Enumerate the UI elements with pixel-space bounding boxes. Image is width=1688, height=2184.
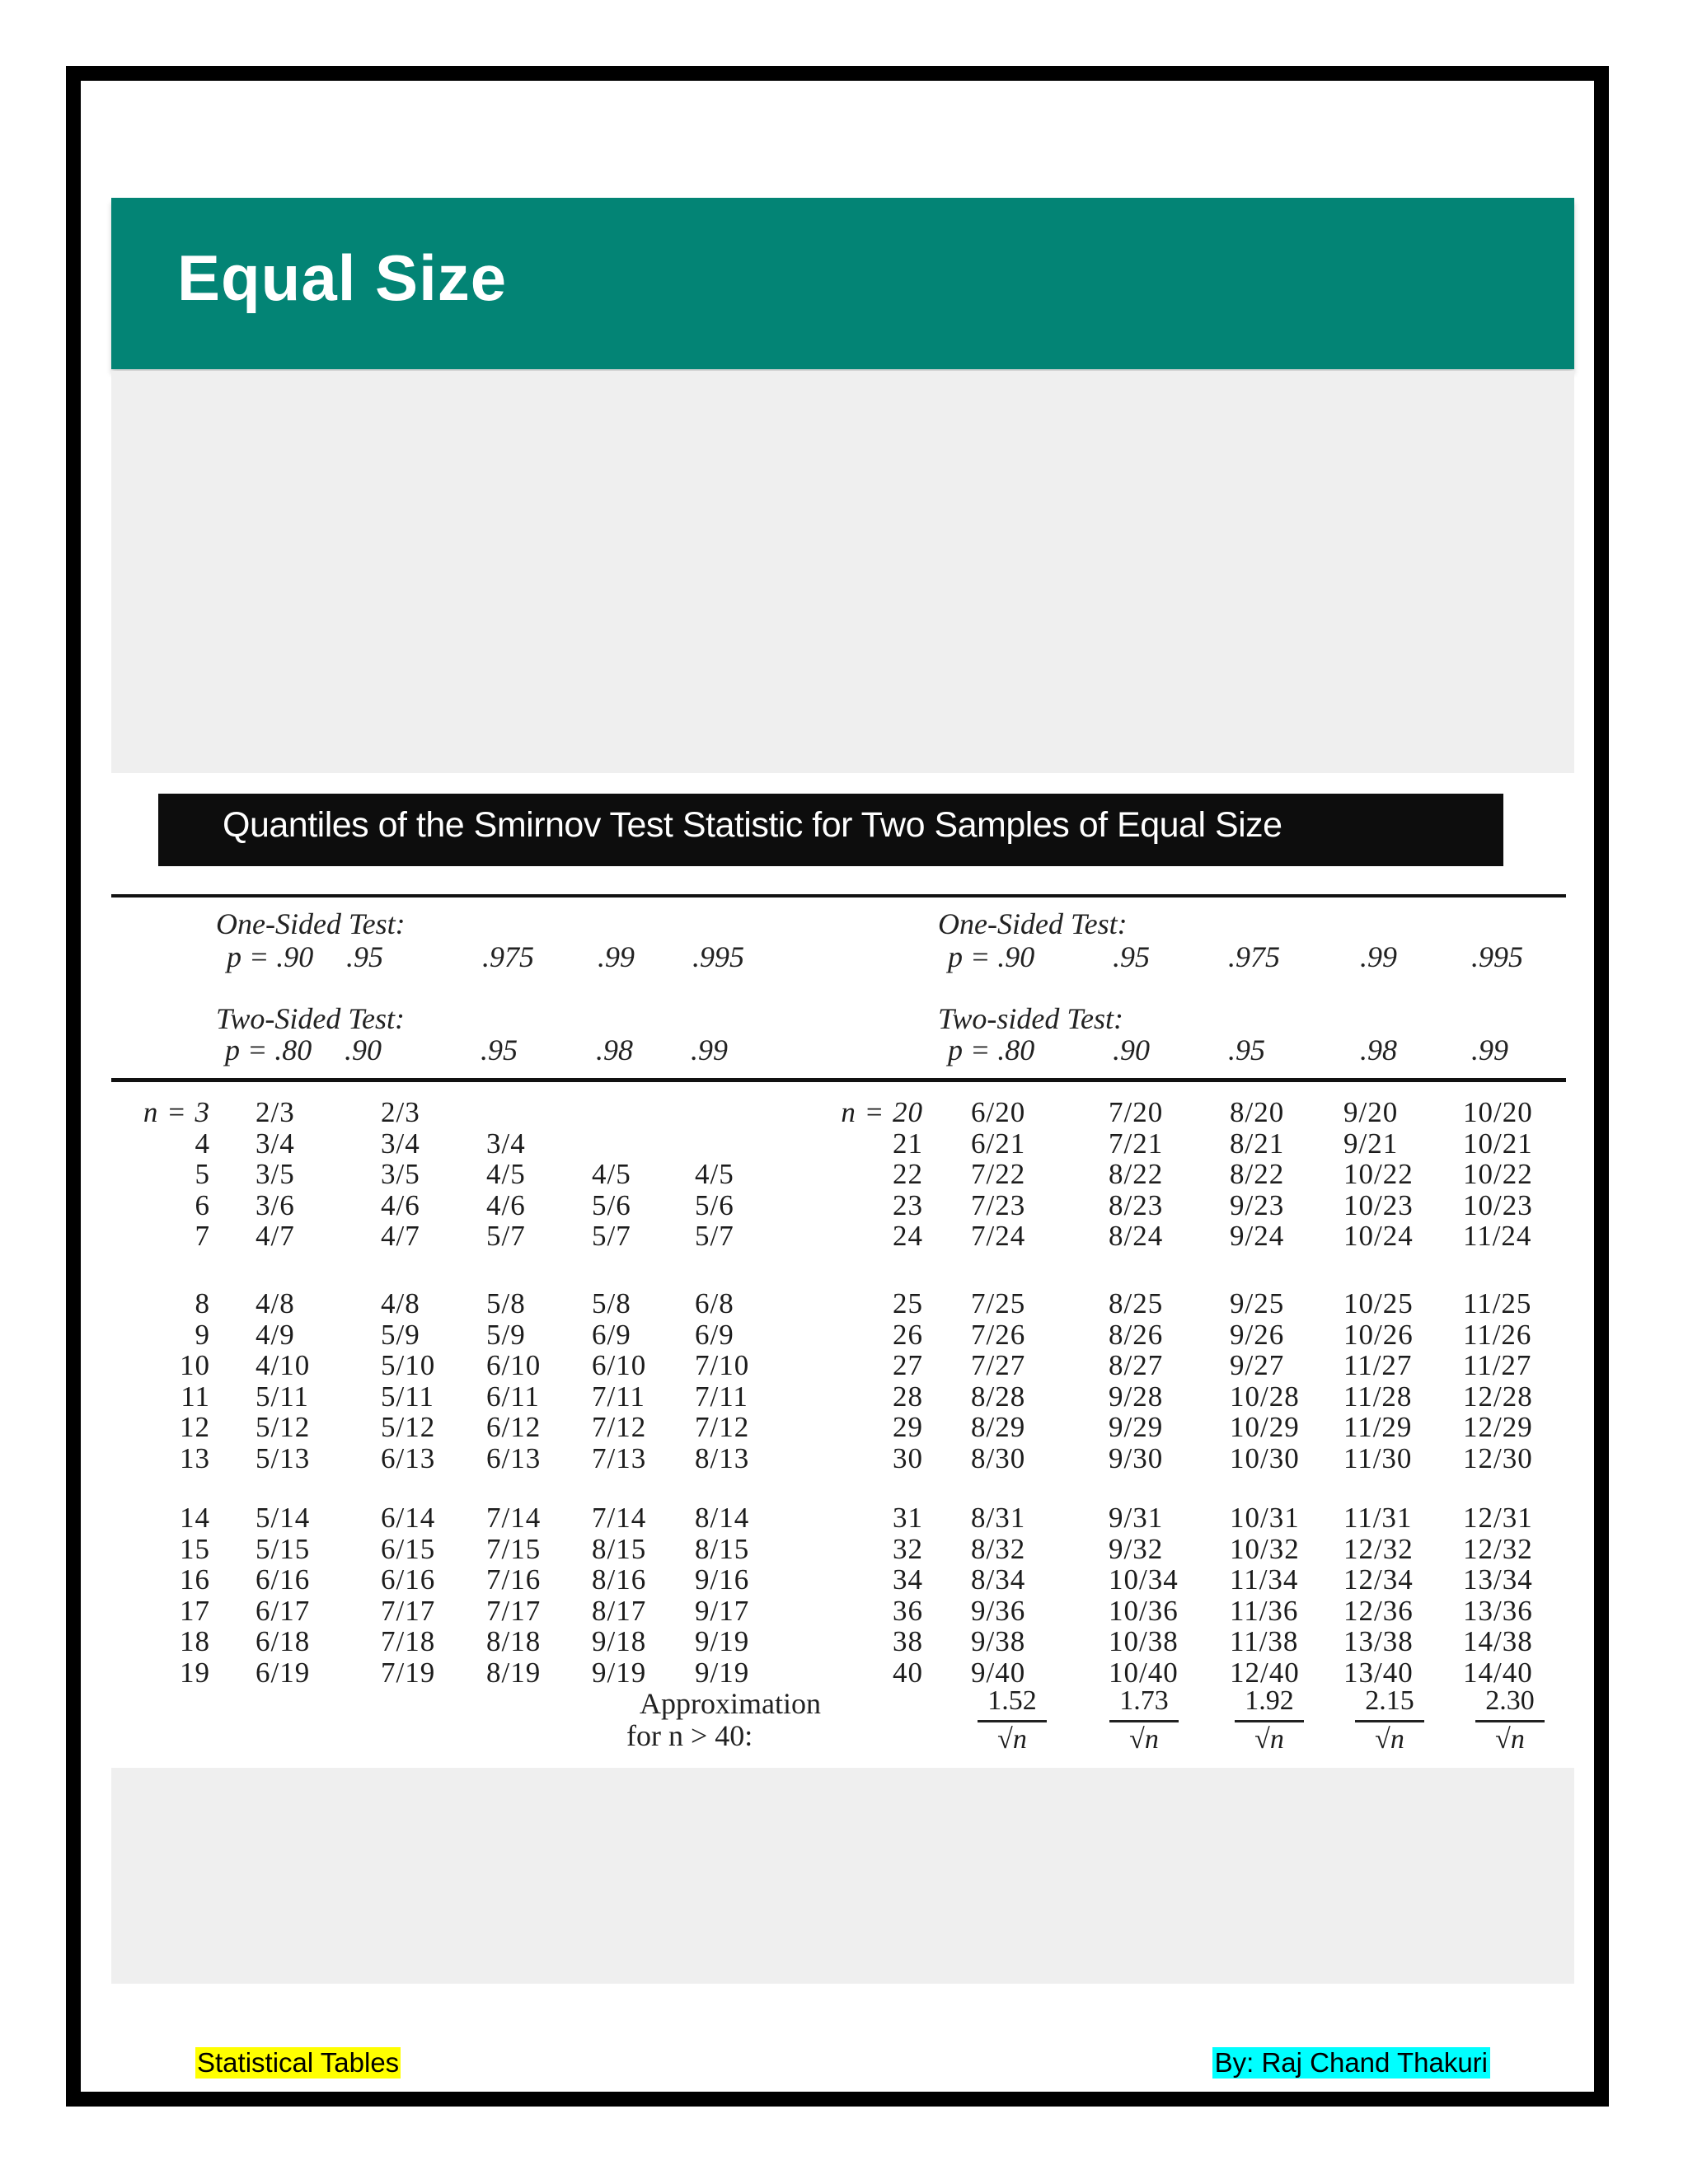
right-quantile-cell: 14/38 — [1463, 1625, 1533, 1658]
right-quantile-cell: 8/34 — [971, 1563, 1026, 1596]
table-caption-bar — [158, 794, 1503, 866]
right-n-value: 24 — [893, 1220, 923, 1253]
left-quantile-cell: 6/17 — [256, 1594, 311, 1627]
left-two-sided-p: .98 — [596, 1033, 633, 1066]
right-quantile-cell: 10/24 — [1343, 1220, 1414, 1253]
left-n-value: 14 — [180, 1502, 210, 1534]
left-one-sided-label: One-Sided Test: — [216, 907, 406, 940]
right-n-value: 25 — [893, 1287, 923, 1319]
left-quantile-cell: 4/5 — [592, 1158, 631, 1191]
right-quantile-cell: 6/20 — [971, 1096, 1026, 1128]
footer-author: By: Raj Chand Thakuri — [1212, 2047, 1490, 2079]
right-n-value: 32 — [893, 1532, 923, 1565]
left-two-sided-p: .90 — [345, 1033, 382, 1066]
right-quantile-cell: 7/22 — [971, 1158, 1026, 1191]
approximation-value — [1355, 1685, 1424, 1755]
section-title: Equal Size — [177, 241, 508, 314]
approximation-value — [1235, 1685, 1304, 1755]
left-quantile-cell: 7/16 — [486, 1563, 542, 1596]
left-quantile-cell: 6/15 — [381, 1532, 436, 1565]
approximation-numerator: 2.15 — [1355, 1685, 1424, 1722]
left-quantile-cell: 4/6 — [381, 1188, 420, 1221]
right-n-value: 26 — [893, 1318, 923, 1351]
left-quantile-cell: 5/9 — [486, 1318, 526, 1351]
right-quantile-cell: 13/34 — [1463, 1563, 1533, 1596]
right-n-value: 27 — [893, 1349, 923, 1382]
right-quantile-cell: 10/29 — [1230, 1411, 1300, 1444]
right-quantile-cell: 10/31 — [1230, 1502, 1300, 1534]
approximation-denominator: √n — [1254, 1724, 1284, 1755]
left-quantile-cell: 8/15 — [695, 1532, 750, 1565]
left-quantile-cell: 6/8 — [695, 1287, 734, 1319]
right-quantile-cell: 13/40 — [1343, 1657, 1414, 1689]
right-quantile-cell: 12/29 — [1463, 1411, 1533, 1444]
right-n-value: 38 — [893, 1625, 923, 1658]
left-quantile-cell: 5/12 — [256, 1411, 311, 1444]
right-quantile-cell: 12/32 — [1343, 1532, 1414, 1565]
right-quantile-cell: 7/24 — [971, 1220, 1026, 1253]
left-n-value: 6 — [195, 1188, 210, 1221]
right-quantile-cell: 8/28 — [971, 1380, 1026, 1413]
left-quantile-cell: 4/5 — [695, 1158, 734, 1191]
left-one-sided-p: .95 — [346, 940, 383, 973]
table-header-rule — [111, 1078, 1566, 1082]
right-two-sided-p: .98 — [1360, 1033, 1397, 1066]
left-quantile-cell: 7/17 — [486, 1594, 542, 1627]
right-one-sided-p: .95 — [1113, 940, 1150, 973]
left-quantile-cell: 5/13 — [256, 1442, 311, 1474]
right-quantile-cell: 9/28 — [1109, 1380, 1164, 1413]
right-quantile-cell: 11/27 — [1343, 1349, 1413, 1382]
left-n-value: 12 — [180, 1411, 210, 1444]
right-one-sided-p: .99 — [1360, 940, 1397, 973]
left-quantile-cell: 4/8 — [256, 1287, 295, 1319]
left-quantile-cell: 5/8 — [486, 1287, 526, 1319]
right-quantile-cell: 8/31 — [971, 1502, 1026, 1534]
left-quantile-cell: 6/14 — [381, 1502, 436, 1534]
left-quantile-cell: 6/18 — [256, 1625, 311, 1658]
right-quantile-cell: 7/26 — [971, 1318, 1026, 1351]
right-quantile-cell: 8/22 — [1230, 1158, 1285, 1191]
left-quantile-cell: 9/17 — [695, 1594, 750, 1627]
approximation-value — [1475, 1685, 1545, 1755]
left-quantile-cell: 6/16 — [256, 1563, 311, 1596]
left-quantile-cell: 4/5 — [486, 1158, 526, 1191]
left-quantile-cell: 5/6 — [592, 1188, 631, 1221]
left-n-value: 19 — [180, 1657, 210, 1689]
left-quantile-cell: 4/9 — [256, 1318, 295, 1351]
left-two-sided-label: Two-Sided Test: — [216, 1002, 406, 1035]
left-quantile-cell: 4/7 — [381, 1220, 420, 1253]
left-quantile-cell: 7/15 — [486, 1532, 542, 1565]
right-quantile-cell: 12/40 — [1230, 1657, 1300, 1689]
approximation-condition: for n > 40: — [626, 1719, 753, 1752]
section-header — [111, 198, 1574, 369]
left-quantile-cell: 7/10 — [695, 1349, 750, 1382]
left-quantile-cell: 9/19 — [695, 1657, 750, 1689]
right-n-value: 40 — [893, 1657, 923, 1689]
right-quantile-cell: 10/22 — [1463, 1158, 1533, 1191]
left-quantile-cell: 8/14 — [695, 1502, 750, 1534]
right-one-sided-p: .995 — [1471, 940, 1523, 973]
right-n-value: 36 — [893, 1594, 923, 1627]
left-two-sided-p: .99 — [691, 1033, 728, 1066]
left-quantile-cell: 3/5 — [381, 1158, 420, 1191]
approximation-numerator: 2.30 — [1475, 1685, 1545, 1722]
right-quantile-cell: 11/36 — [1230, 1594, 1299, 1627]
left-quantile-cell: 6/11 — [486, 1380, 540, 1413]
left-quantile-cell: 8/17 — [592, 1594, 647, 1627]
approximation-label: Approximation — [640, 1687, 821, 1720]
right-quantile-cell: 11/38 — [1230, 1625, 1299, 1658]
left-quantile-cell: 8/18 — [486, 1625, 542, 1658]
left-one-sided-p: .975 — [482, 940, 534, 973]
left-quantile-cell: 4/10 — [256, 1349, 311, 1382]
left-n-value: 4 — [195, 1127, 210, 1160]
right-two-sided-p: .90 — [1113, 1033, 1150, 1066]
right-n-value: n = 20 — [841, 1096, 923, 1128]
right-quantile-cell: 8/23 — [1109, 1188, 1164, 1221]
left-two-sided-p: p = .80 — [225, 1033, 312, 1066]
left-quantile-cell: 4/7 — [256, 1220, 295, 1253]
left-quantile-cell: 7/17 — [381, 1594, 436, 1627]
right-quantile-cell: 10/38 — [1109, 1625, 1179, 1658]
right-quantile-cell: 8/26 — [1109, 1318, 1164, 1351]
right-quantile-cell: 9/32 — [1109, 1532, 1164, 1565]
left-quantile-cell: 9/19 — [695, 1625, 750, 1658]
left-quantile-cell: 7/19 — [381, 1657, 436, 1689]
left-two-sided-p: .95 — [481, 1033, 518, 1066]
right-quantile-cell: 9/31 — [1109, 1502, 1164, 1534]
left-quantile-cell: 6/9 — [592, 1318, 631, 1351]
right-quantile-cell: 9/25 — [1230, 1287, 1285, 1319]
left-quantile-cell: 7/13 — [592, 1442, 647, 1474]
left-n-value: 11 — [181, 1380, 210, 1413]
right-one-sided-label: One-Sided Test: — [938, 907, 1128, 940]
left-n-value: 18 — [180, 1625, 210, 1658]
approximation-numerator: 1.92 — [1235, 1685, 1304, 1722]
right-quantile-cell: 9/21 — [1343, 1127, 1399, 1160]
right-quantile-cell: 12/32 — [1463, 1532, 1533, 1565]
left-n-value: 16 — [180, 1563, 210, 1596]
right-two-sided-p: .99 — [1471, 1033, 1508, 1066]
right-quantile-cell: 9/24 — [1230, 1220, 1285, 1253]
right-quantile-cell: 10/30 — [1230, 1442, 1300, 1474]
right-quantile-cell: 12/36 — [1343, 1594, 1414, 1627]
right-quantile-cell: 10/21 — [1463, 1127, 1533, 1160]
right-quantile-cell: 6/21 — [971, 1127, 1026, 1160]
right-quantile-cell: 8/21 — [1230, 1127, 1285, 1160]
left-quantile-cell: 7/12 — [592, 1411, 647, 1444]
left-quantile-cell: 4/6 — [486, 1188, 526, 1221]
right-n-value: 29 — [893, 1411, 923, 1444]
right-quantile-cell: 8/27 — [1109, 1349, 1164, 1382]
approximation-denominator: √n — [1129, 1724, 1159, 1755]
table-top-rule — [111, 894, 1566, 898]
left-quantile-cell: 6/10 — [592, 1349, 647, 1382]
right-n-value: 21 — [893, 1127, 923, 1160]
left-quantile-cell: 6/12 — [486, 1411, 542, 1444]
footer-title: Statistical Tables — [197, 2047, 400, 2078]
left-quantile-cell: 6/16 — [381, 1563, 436, 1596]
right-quantile-cell: 10/40 — [1109, 1657, 1179, 1689]
right-quantile-cell: 9/29 — [1109, 1411, 1164, 1444]
approximation-denominator: √n — [1495, 1724, 1525, 1755]
left-quantile-cell: 6/19 — [256, 1657, 311, 1689]
left-quantile-cell: 8/13 — [695, 1442, 750, 1474]
left-quantile-cell: 9/19 — [592, 1657, 647, 1689]
left-quantile-cell: 3/6 — [256, 1188, 295, 1221]
left-quantile-cell: 7/11 — [592, 1380, 645, 1413]
left-quantile-cell: 4/8 — [381, 1287, 420, 1319]
left-n-value: n = 3 — [143, 1096, 210, 1128]
left-quantile-cell: 2/3 — [256, 1096, 295, 1128]
right-quantile-cell: 8/32 — [971, 1532, 1026, 1565]
approximation-numerator: 1.52 — [978, 1685, 1047, 1722]
upper-panel — [111, 371, 1574, 773]
right-quantile-cell: 11/31 — [1343, 1502, 1413, 1534]
right-quantile-cell: 13/36 — [1463, 1594, 1533, 1627]
right-quantile-cell: 8/20 — [1230, 1096, 1285, 1128]
right-quantile-cell: 12/31 — [1463, 1502, 1533, 1534]
right-n-value: 23 — [893, 1188, 923, 1221]
left-quantile-cell: 6/13 — [486, 1442, 542, 1474]
right-two-sided-label: Two-sided Test: — [938, 1002, 1124, 1035]
left-quantile-cell: 3/4 — [256, 1127, 295, 1160]
left-one-sided-p: p = .90 — [227, 940, 314, 973]
right-quantile-cell: 7/23 — [971, 1188, 1026, 1221]
left-quantile-cell: 7/14 — [486, 1502, 542, 1534]
right-quantile-cell: 10/26 — [1343, 1318, 1414, 1351]
left-n-value: 17 — [180, 1594, 210, 1627]
right-quantile-cell: 11/26 — [1463, 1318, 1532, 1351]
left-quantile-cell: 7/12 — [695, 1411, 750, 1444]
left-quantile-cell: 5/8 — [592, 1287, 631, 1319]
left-n-value: 10 — [180, 1349, 210, 1382]
approximation-numerator: 1.73 — [1109, 1685, 1179, 1722]
right-quantile-cell: 12/28 — [1463, 1380, 1533, 1413]
right-quantile-cell: 9/23 — [1230, 1188, 1285, 1221]
right-quantile-cell: 14/40 — [1463, 1657, 1533, 1689]
left-quantile-cell: 8/15 — [592, 1532, 647, 1565]
right-quantile-cell: 11/30 — [1343, 1442, 1413, 1474]
right-one-sided-p: p = .90 — [948, 940, 1035, 973]
left-quantile-cell: 5/7 — [592, 1220, 631, 1253]
right-quantile-cell: 10/23 — [1463, 1188, 1533, 1221]
right-quantile-cell: 11/25 — [1463, 1287, 1532, 1319]
right-quantile-cell: 10/34 — [1109, 1563, 1179, 1596]
right-one-sided-p: .975 — [1228, 940, 1280, 973]
right-quantile-cell: 9/30 — [1109, 1442, 1164, 1474]
approximation-value — [978, 1685, 1047, 1755]
right-quantile-cell: 10/25 — [1343, 1287, 1414, 1319]
approximation-value — [1109, 1685, 1179, 1755]
right-quantile-cell: 9/36 — [971, 1594, 1026, 1627]
approximation-denominator: √n — [997, 1724, 1027, 1755]
left-quantile-cell: 6/13 — [381, 1442, 436, 1474]
left-one-sided-p: .995 — [692, 940, 744, 973]
left-n-value: 13 — [180, 1442, 210, 1474]
right-n-value: 31 — [893, 1502, 923, 1534]
right-quantile-cell: 7/21 — [1109, 1127, 1164, 1160]
right-quantile-cell: 9/26 — [1230, 1318, 1285, 1351]
left-quantile-cell: 8/16 — [592, 1563, 647, 1596]
right-quantile-cell: 11/24 — [1463, 1220, 1532, 1253]
right-quantile-cell: 10/20 — [1463, 1096, 1533, 1128]
right-quantile-cell: 8/30 — [971, 1442, 1026, 1474]
left-quantile-cell: 7/14 — [592, 1502, 647, 1534]
right-quantile-cell: 11/28 — [1343, 1380, 1413, 1413]
left-quantile-cell: 9/18 — [592, 1625, 647, 1658]
right-quantile-cell: 12/30 — [1463, 1442, 1533, 1474]
left-quantile-cell: 6/10 — [486, 1349, 542, 1382]
left-quantile-cell: 6/9 — [695, 1318, 734, 1351]
right-quantile-cell: 9/40 — [971, 1657, 1026, 1689]
left-quantile-cell: 5/9 — [381, 1318, 420, 1351]
right-quantile-cell: 11/29 — [1343, 1411, 1413, 1444]
left-quantile-cell: 5/7 — [486, 1220, 526, 1253]
left-quantile-cell: 5/14 — [256, 1502, 311, 1534]
left-quantile-cell: 5/11 — [256, 1380, 309, 1413]
right-quantile-cell: 7/20 — [1109, 1096, 1164, 1128]
right-quantile-cell: 8/29 — [971, 1411, 1026, 1444]
right-quantile-cell: 9/20 — [1343, 1096, 1399, 1128]
right-n-value: 34 — [893, 1563, 923, 1596]
right-quantile-cell: 8/22 — [1109, 1158, 1164, 1191]
left-quantile-cell: 5/12 — [381, 1411, 436, 1444]
right-quantile-cell: 10/28 — [1230, 1380, 1300, 1413]
right-quantile-cell: 9/27 — [1230, 1349, 1285, 1382]
left-quantile-cell: 5/11 — [381, 1380, 434, 1413]
left-n-value: 8 — [195, 1287, 210, 1319]
right-quantile-cell: 10/36 — [1109, 1594, 1179, 1627]
left-n-value: 15 — [180, 1532, 210, 1565]
left-quantile-cell: 5/15 — [256, 1532, 311, 1565]
left-n-value: 7 — [195, 1220, 210, 1253]
lower-panel — [111, 1768, 1574, 1984]
left-quantile-cell: 7/18 — [381, 1625, 436, 1658]
left-one-sided-p: .99 — [598, 940, 635, 973]
approximation-denominator: √n — [1375, 1724, 1404, 1755]
left-quantile-cell: 8/19 — [486, 1657, 542, 1689]
right-two-sided-p: .95 — [1228, 1033, 1265, 1066]
left-n-value: 5 — [195, 1158, 210, 1191]
right-quantile-cell: 9/38 — [971, 1625, 1026, 1658]
right-quantile-cell: 8/25 — [1109, 1287, 1164, 1319]
right-quantile-cell: 13/38 — [1343, 1625, 1414, 1658]
right-quantile-cell: 12/34 — [1343, 1563, 1414, 1596]
left-quantile-cell: 5/6 — [695, 1188, 734, 1221]
right-quantile-cell: 8/24 — [1109, 1220, 1164, 1253]
right-n-value: 30 — [893, 1442, 923, 1474]
left-n-value: 9 — [195, 1318, 210, 1351]
right-quantile-cell: 7/25 — [971, 1287, 1026, 1319]
right-two-sided-p: p = .80 — [948, 1033, 1035, 1066]
table-caption: Quantiles of the Smirnov Test Statistic for Two Samples of Equal Size — [223, 805, 1282, 845]
right-n-value: 28 — [893, 1380, 923, 1413]
right-quantile-cell: 11/34 — [1230, 1563, 1299, 1596]
left-quantile-cell: 3/4 — [381, 1127, 420, 1160]
right-quantile-cell: 10/32 — [1230, 1532, 1300, 1565]
left-quantile-cell: 5/10 — [381, 1349, 436, 1382]
left-quantile-cell: 5/7 — [695, 1220, 734, 1253]
left-quantile-cell: 3/5 — [256, 1158, 295, 1191]
left-quantile-cell: 2/3 — [381, 1096, 420, 1128]
right-quantile-cell: 10/22 — [1343, 1158, 1414, 1191]
right-quantile-cell: 10/23 — [1343, 1188, 1414, 1221]
right-quantile-cell: 11/27 — [1463, 1349, 1532, 1382]
left-quantile-cell: 7/11 — [695, 1380, 748, 1413]
right-quantile-cell: 7/27 — [971, 1349, 1026, 1382]
left-quantile-cell: 9/16 — [695, 1563, 750, 1596]
right-n-value: 22 — [893, 1158, 923, 1191]
left-quantile-cell: 3/4 — [486, 1127, 526, 1160]
